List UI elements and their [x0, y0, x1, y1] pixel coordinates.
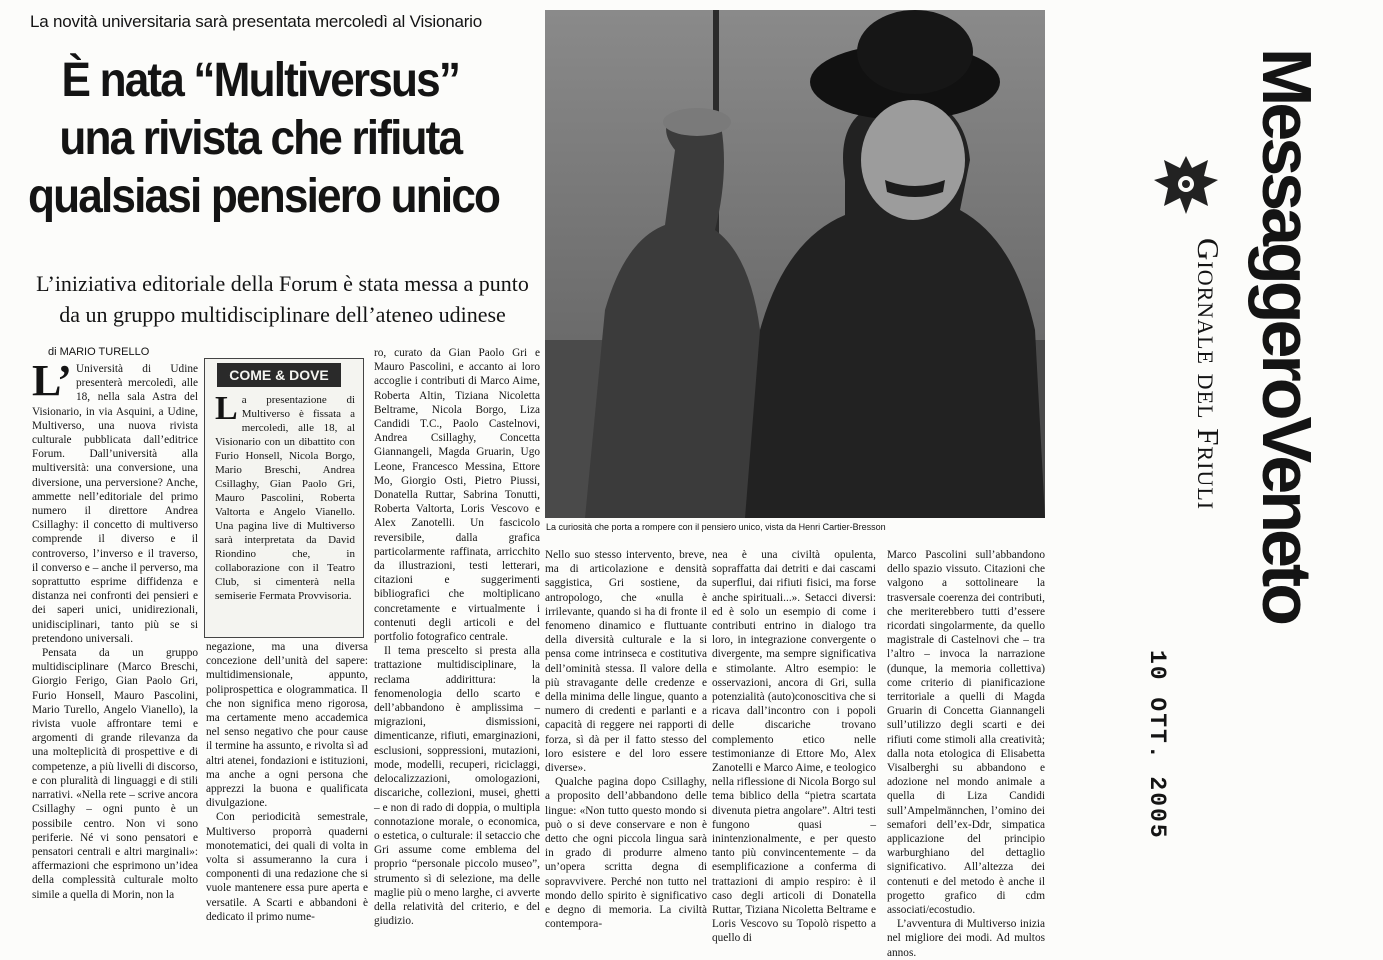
masthead-subtitle: Giornale del Friuli [1191, 238, 1226, 511]
article-column-6 [887, 548, 1045, 959]
photo [545, 10, 1045, 518]
article-paragraph: Il tema prescelto si presta alla trattazione multidisciplinare, la reclama addirittura: la fenomenologia dello scarto e dell’abbandono è amplissima – migrazioni, dismissioni, dimenticanze, rifiuti, emarginazioni, esclusioni, soppressioni, mutazioni, mode, modelli, recuperi, riciclaggi, delocalizzazioni, omologazioni, discariche, collezioni, musei, ghetti – e non di rado di doppia, o multipla connotazione morale, o economica, o estetica, o culturale: il setaccio che Gri assume come emblema del proprio “personale piccolo museo”, strumento sì di selezione, ma delle maglie più o meno larghe, ci avverte della relatività del criterio, e del giudizio. [374, 645, 540, 928]
article-paragraph: Nello suo stesso intervento, breve, ma di articolazione e densità saggistica, Gri sostiene, da antropologo, che «nulla è irrilevante, quando si ha di fronte il fenomeno dinamico e fluttuante della diversità culturale e la si pensa come intrinseca e costitutiva dell’ominità stessa. Il valore della più stravagante delle credenze e della minima delle lingue, quanto a numero di credenti e parlanti e a capacità di reggere nei rapporti di forza, sì dà per il fatto stesso del loro esistere e del loro essere diverse». [545, 549, 707, 775]
box-paragraph: a presentazione di Multiverso è fissata a mercoledì, alle 18, al Visionario con un dibattito con Furio Honsell, Nicola Borgo, Mario Breschi, Andrea Csillaghy, Gian Paolo Gri, Mauro Pascolini, Roberta Valtorta e Angelo Vianello. Una pagina live di Multiverso sarà interpretata da David Riondino che, in collaborazione con il Teatro Club, si cimenterà nella semiserie Fermata Provvisoria. [215, 394, 355, 602]
article-paragraph: nea è una civiltà opulenta, sopraffatta dai detriti e dai cascami superflui, dai rifiuti fisici, ma forse anche spirituali...». Setacci diversi: ed è solo un esempio di come i contributi entrino in dialogo tra loro, in integrazione convergente o divergente, ma sempre significativa e stimolante. Altro esempio: le osservazioni, ancora di Gri, sulla potenzialità (auto)conoscitiva che si ricava dall’incontro con i popoli delle discariche trovano complemento etico nelle testimonianze di Ettore Mo, Alex Zanotelli e Marco Aime, e teologico nella riflessione di Nicola Borgo sul tema biblico della “pietra scartata divenuta pietra angolare”. Altri testi fungono quasi – inintenzionalmente, e per questo tanto più convincentemente – da esemplificazione a conferma di trattazioni di ampio respiro: è il caso degli articoli di Donatella Ruttar, Tiziana Nicoletta Beltrame e Loris Vescovo su Topolò rispetto a quello di [712, 549, 876, 945]
article-column-1 [32, 356, 198, 946]
headline-line-3: qualsiasi pensiero unico [28, 170, 500, 223]
masthead-title: MessaggeroVeneto [1248, 48, 1326, 622]
byline: di MARIO TURELLO [48, 346, 150, 358]
article-paragraph: Pensata da un gruppo multidisciplinare (Marco Breschi, Giorgio Ferigo, Gian Paolo Gri, Furio Honsell, Mauro Pascolini, Mario Turello, Angelo Vianello), la rivista vuole affrontare temi e argomenti di grande rilevanza da una molteplicità di prospettive e di competenze, a più livelli di discorso, e con pluralità di linguaggi e di stili narrativi. «Nella rete – scrive ancora Csillaghy – ogni punto è un possibile centro. Non vi sono periferie. Né vi sono pensatori e pensatori centrali e altri marginali»: affermazioni che esprimono un’idea della complessità culturale molto simile a quella di Morin, non la [32, 647, 198, 901]
subhead-line-2: da un gruppo multidisciplinare dell’ateneo udinese [59, 302, 506, 327]
photo-caption: La curiosità che porta a rompere con il pensiero unico, vista da Henri Cartier-Bresson [546, 522, 886, 532]
article-column-5 [712, 548, 876, 946]
eagle-crest-icon [1150, 150, 1222, 220]
article-paragraph: ro, curato da Gian Paolo Gri e Mauro Pascolini, e accanto ai loro accoglie i contributi di Marco Aime, Roberta Altin, Tiziana Nicoletta Beltrame, Nicola Borgo, Liza Candidi T.C., Paolo Castelnovi, Andrea Csillaghy, Concetta Giannangeli, Magda Gruarin, Ugo Leone, Francesco Messina, Ettore Mo, Giorgio Osti, Pietro Piussi, Donatella Ruttar, Sabrina Tonutti, Roberta Valtorta, Loris Vescovo e Alex Zanotelli. Un fascicolo reversibile, dalla grafica particolarmente raffinata, arricchito da illustrazioni, testi letterari, citazioni e suggerimenti bibliografici che moltiplicano concretamente e virtualmente i contenuti degli articoli e del portfolio fotografico centrale. [374, 347, 540, 644]
come-e-dove-box [204, 358, 364, 638]
article-column-2 [206, 640, 368, 946]
article-paragraph: Qualche pagina dopo Csillaghy, a proposito dell’abbandono delle lingue: «Non tutto questo mondo si può o si deve conservare e non è detto che ogni piccola lingua sarà in grado di produrre almeno un’opera scritta degna di sopravvivere. Perché non tutto nel mondo dello spirito è significativo e degno di memoria. La civiltà contempora- [545, 776, 707, 931]
subhead [30, 268, 535, 330]
drop-cap: L’ [32, 356, 72, 405]
article-paragraph: Con periodicità semestrale, Multiverso proporrà quaderni monotematici, dei quali di volta in volta si assumeranno la cura i componenti di una redazione che si vuole mantenere essa pure aperta e versatile. A Scarti e abbandoni è dedicato il primo nume- [206, 811, 368, 923]
date-stamp: 10 OTT. 2005 [1144, 650, 1170, 840]
article-column-3 [374, 346, 540, 946]
masthead [1247, 48, 1329, 828]
subhead-line-1: L’iniziativa editoriale della Forum è stata messa a punto [36, 271, 529, 296]
article-column-4 [545, 548, 707, 946]
headline-line-1: È nata “Multiversus” [61, 54, 460, 107]
article-paragraph: negazione, ma una diversa concezione dell’unità del sapere: multidimensionale, appunto, poliprospettica e ologrammatica. Il che non significa meno rigorosa, ma certamente meno accademica nel senso negativo che pour cause il termine ha assunto, e rivolta sì ad altri atenei, fondazioni e istituzioni, ma anche a ogni persona che apprezzi la buona e qualificata divulgazione. [206, 641, 368, 810]
headline [28, 52, 500, 226]
article-paragraph: L’avventura di Multiverso inizia nel migliore dei modi. Ad multos annos. [887, 918, 1045, 959]
article-paragraph: Università di Udine presenterà mercoledì, alle 18, nella sala Astra del Visionario, in via Asquini, a Udine, Multiverso, una nuova rivista culturale pubblicata dall’editrice Forum. Dall’università alla multiversità: una conversione, una diversione, una perversione? Anche, ammette nell’editoriale del primo numero il direttore Andrea Csillaghy: il concetto di multiverso comprende il diverso e il controverso, l’inverso e il traverso, il converso e – anche il perverso, ma soprattutto esprime diffidenza e distanza nei confronti dei pensieri e dei saperi unici, unidirezionali, unidisciplinari, tanto più se si pretendono universali. [32, 363, 198, 645]
kicker: La novità universitaria sarà presentata mercoledì al Visionario [30, 12, 483, 31]
article-paragraph: Marco Pascolini sull’abbandono dello spazio vissuto. Citazioni che valgono a sottolineare la trasversale coerenza dei contributi, che meriterebbero tutti d’essere ricordati singolarmente, da quello magistrale di Castelnovi che – tra l’altro – invoca la narrazione (dunque, la memoria collettiva) come criterio di pianificazione territoriale a quelli di Magda Gruarin di Concetta Giannangeli sull’utilizzo degli scarti e dei rifiuti come stimoli alla creatività; dalla nota etologica di Elisabetta Visalberghi su abbandono e adozione nel mondo animale a quella di Liza Candidi sull’Ampelmännchen, l’omino dei semafori dell’ex-Ddr, simpatica applicazione del principio warburghiano del dettaglio significativo. All’altezza dei contenuti e del metodo è anche il progetto grafico di cdm associati/ecostudio. [887, 549, 1045, 917]
box-text [215, 390, 355, 603]
photo-illustration [545, 10, 1045, 518]
headline-line-2: una rivista che rifiuta [59, 112, 462, 165]
box-drop-cap: L [215, 390, 238, 427]
box-title: COME & DOVE [217, 363, 341, 387]
